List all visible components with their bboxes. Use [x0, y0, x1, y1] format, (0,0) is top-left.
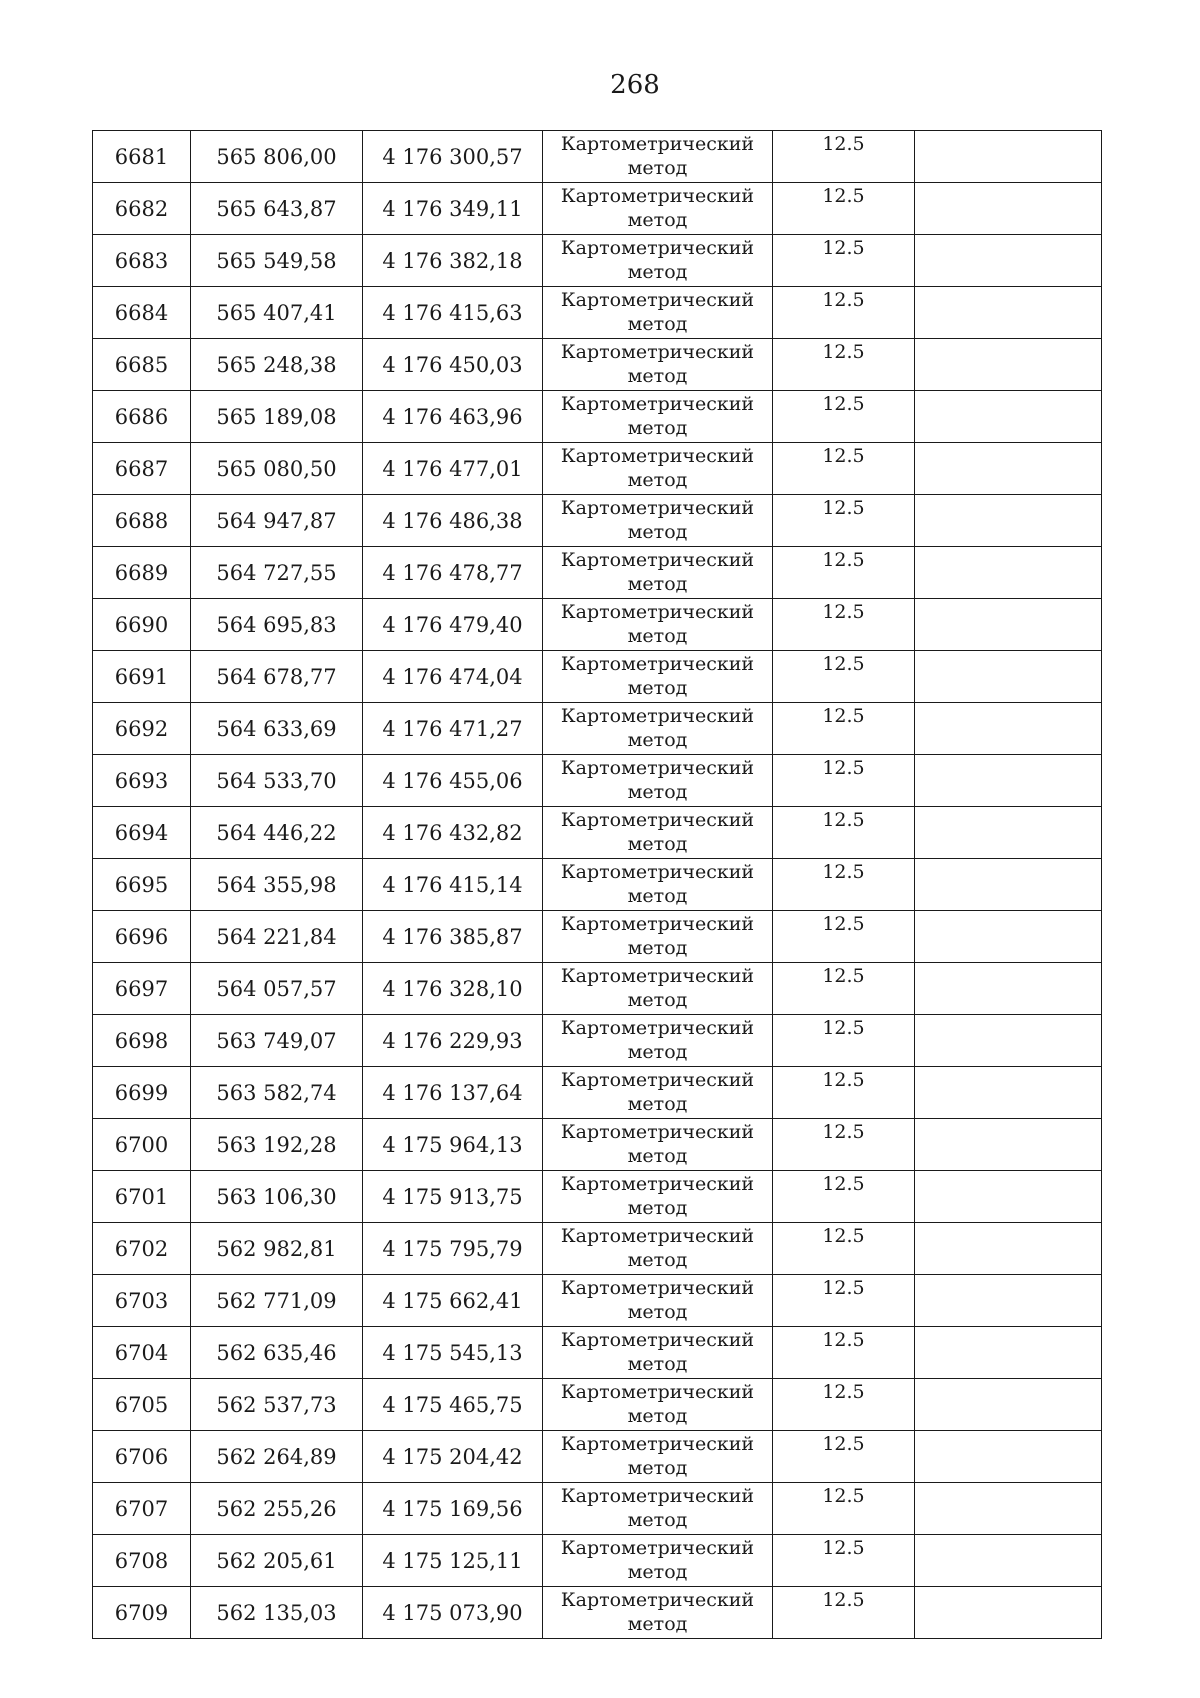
point-number-cell: 6694	[93, 807, 191, 859]
accuracy-cell: 12.5	[773, 1431, 915, 1483]
accuracy-cell: 12.5	[773, 391, 915, 443]
accuracy-cell: 12.5	[773, 911, 915, 963]
point-number-cell: 6684	[93, 287, 191, 339]
method-line-1: Картометрический	[560, 809, 755, 831]
y-coordinate-cell: 4 176 328,10	[363, 963, 543, 1015]
point-number-cell: 6696	[93, 911, 191, 963]
point-number-cell: 6689	[93, 547, 191, 599]
method-line-1: Картометрический	[560, 1329, 755, 1351]
method-line-1: Картометрический	[560, 393, 755, 415]
table-row	[93, 1535, 1102, 1587]
x-coordinate-cell: 565 407,41	[191, 287, 363, 339]
empty-cell	[915, 703, 1102, 755]
method-line-1: Картометрический	[560, 1225, 755, 1247]
method-line-2: метод	[627, 729, 688, 751]
y-coordinate-cell: 4 176 455,06	[363, 755, 543, 807]
method-cell	[543, 1067, 773, 1119]
accuracy-cell: 12.5	[773, 1379, 915, 1431]
accuracy-cell: 12.5	[773, 235, 915, 287]
x-coordinate-cell: 564 727,55	[191, 547, 363, 599]
y-coordinate-cell: 4 175 662,41	[363, 1275, 543, 1327]
point-number-cell: 6704	[93, 1327, 191, 1379]
method-cell	[543, 1015, 773, 1067]
point-number-cell: 6681	[93, 131, 191, 183]
table-row	[93, 339, 1102, 391]
accuracy-cell: 12.5	[773, 443, 915, 495]
table-row	[93, 1327, 1102, 1379]
accuracy-cell: 12.5	[773, 1587, 915, 1639]
y-coordinate-cell: 4 176 478,77	[363, 547, 543, 599]
x-coordinate-cell: 564 633,69	[191, 703, 363, 755]
method-line-1: Картометрический	[560, 1017, 755, 1039]
method-line-2: метод	[627, 469, 688, 491]
table-row	[93, 235, 1102, 287]
empty-cell	[915, 495, 1102, 547]
point-number-cell: 6695	[93, 859, 191, 911]
y-coordinate-cell: 4 175 795,79	[363, 1223, 543, 1275]
y-coordinate-cell: 4 176 463,96	[363, 391, 543, 443]
table-row	[93, 859, 1102, 911]
point-number-cell: 6691	[93, 651, 191, 703]
x-coordinate-cell: 562 205,61	[191, 1535, 363, 1587]
empty-cell	[915, 287, 1102, 339]
method-line-1: Картометрический	[560, 1121, 755, 1143]
y-coordinate-cell: 4 176 349,11	[363, 183, 543, 235]
point-number-cell: 6705	[93, 1379, 191, 1431]
point-number-cell: 6698	[93, 1015, 191, 1067]
table-row	[93, 1483, 1102, 1535]
y-coordinate-cell: 4 176 479,40	[363, 599, 543, 651]
method-cell	[543, 1587, 773, 1639]
method-line-1: Картометрический	[560, 1537, 755, 1559]
y-coordinate-cell: 4 176 382,18	[363, 235, 543, 287]
point-number-cell: 6686	[93, 391, 191, 443]
method-line-1: Картометрический	[560, 289, 755, 311]
method-line-1: Картометрический	[560, 757, 755, 779]
method-line-1: Картометрический	[560, 133, 755, 155]
accuracy-cell: 12.5	[773, 339, 915, 391]
method-cell	[543, 859, 773, 911]
empty-cell	[915, 1379, 1102, 1431]
accuracy-cell: 12.5	[773, 963, 915, 1015]
table-row	[93, 911, 1102, 963]
method-line-1: Картометрический	[560, 497, 755, 519]
accuracy-cell: 12.5	[773, 183, 915, 235]
method-line-1: Картометрический	[560, 1173, 755, 1195]
method-line-1: Картометрический	[560, 549, 755, 571]
method-cell	[543, 651, 773, 703]
method-line-1: Картометрический	[560, 237, 755, 259]
y-coordinate-cell: 4 176 415,63	[363, 287, 543, 339]
empty-cell	[915, 443, 1102, 495]
x-coordinate-cell: 564 221,84	[191, 911, 363, 963]
point-number-cell: 6700	[93, 1119, 191, 1171]
y-coordinate-cell: 4 175 204,42	[363, 1431, 543, 1483]
accuracy-cell: 12.5	[773, 1015, 915, 1067]
method-line-1: Картометрический	[560, 1277, 755, 1299]
x-coordinate-cell: 562 255,26	[191, 1483, 363, 1535]
page-number: 268	[610, 70, 660, 100]
y-coordinate-cell: 4 176 415,14	[363, 859, 543, 911]
point-number-cell: 6703	[93, 1275, 191, 1327]
method-line-1: Картометрический	[560, 1485, 755, 1507]
accuracy-cell: 12.5	[773, 1067, 915, 1119]
y-coordinate-cell: 4 175 913,75	[363, 1171, 543, 1223]
method-line-1: Картометрический	[560, 1381, 755, 1403]
x-coordinate-cell: 564 355,98	[191, 859, 363, 911]
table-row	[93, 1171, 1102, 1223]
empty-cell	[915, 1327, 1102, 1379]
point-number-cell: 6708	[93, 1535, 191, 1587]
table-row	[93, 495, 1102, 547]
method-cell	[543, 391, 773, 443]
method-line-2: метод	[627, 1145, 688, 1167]
table-row	[93, 807, 1102, 859]
y-coordinate-cell: 4 175 465,75	[363, 1379, 543, 1431]
point-number-cell: 6702	[93, 1223, 191, 1275]
method-line-1: Картометрический	[560, 341, 755, 363]
method-line-1: Картометрический	[560, 861, 755, 883]
method-line-2: метод	[627, 1301, 688, 1323]
x-coordinate-cell: 563 106,30	[191, 1171, 363, 1223]
point-number-cell: 6685	[93, 339, 191, 391]
table-row	[93, 183, 1102, 235]
method-line-1: Картометрический	[560, 1589, 755, 1611]
method-cell	[543, 1535, 773, 1587]
table-row	[93, 1379, 1102, 1431]
method-cell	[543, 1171, 773, 1223]
empty-cell	[915, 131, 1102, 183]
accuracy-cell: 12.5	[773, 547, 915, 599]
point-number-cell: 6692	[93, 703, 191, 755]
point-number-cell: 6693	[93, 755, 191, 807]
y-coordinate-cell: 4 176 477,01	[363, 443, 543, 495]
table-row	[93, 1015, 1102, 1067]
accuracy-cell: 12.5	[773, 1223, 915, 1275]
empty-cell	[915, 807, 1102, 859]
empty-cell	[915, 547, 1102, 599]
method-line-2: метод	[627, 833, 688, 855]
method-line-1: Картометрический	[560, 913, 755, 935]
empty-cell	[915, 1119, 1102, 1171]
method-line-2: метод	[627, 781, 688, 803]
method-cell	[543, 599, 773, 651]
method-cell	[543, 963, 773, 1015]
table-row	[93, 1431, 1102, 1483]
method-line-2: метод	[627, 1041, 688, 1063]
x-coordinate-cell: 565 806,00	[191, 131, 363, 183]
point-number-cell: 6706	[93, 1431, 191, 1483]
empty-cell	[915, 599, 1102, 651]
x-coordinate-cell: 564 533,70	[191, 755, 363, 807]
empty-cell	[915, 1535, 1102, 1587]
method-cell	[543, 1483, 773, 1535]
y-coordinate-cell: 4 176 432,82	[363, 807, 543, 859]
point-number-cell: 6682	[93, 183, 191, 235]
method-line-2: метод	[627, 677, 688, 699]
empty-cell	[915, 911, 1102, 963]
x-coordinate-cell: 563 749,07	[191, 1015, 363, 1067]
method-line-2: метод	[627, 1457, 688, 1479]
y-coordinate-cell: 4 176 474,04	[363, 651, 543, 703]
point-number-cell: 6709	[93, 1587, 191, 1639]
empty-cell	[915, 651, 1102, 703]
accuracy-cell: 12.5	[773, 1171, 915, 1223]
table-row	[93, 599, 1102, 651]
y-coordinate-cell: 4 175 169,56	[363, 1483, 543, 1535]
x-coordinate-cell: 564 057,57	[191, 963, 363, 1015]
x-coordinate-cell: 562 264,89	[191, 1431, 363, 1483]
method-line-1: Картометрический	[560, 185, 755, 207]
x-coordinate-cell: 562 135,03	[191, 1587, 363, 1639]
accuracy-cell: 12.5	[773, 703, 915, 755]
method-cell	[543, 287, 773, 339]
accuracy-cell: 12.5	[773, 651, 915, 703]
x-coordinate-cell: 565 643,87	[191, 183, 363, 235]
table-row	[93, 131, 1102, 183]
accuracy-cell: 12.5	[773, 807, 915, 859]
x-coordinate-cell: 565 189,08	[191, 391, 363, 443]
method-cell	[543, 1431, 773, 1483]
method-cell	[543, 1223, 773, 1275]
y-coordinate-cell: 4 176 450,03	[363, 339, 543, 391]
method-line-2: метод	[627, 1613, 688, 1635]
point-number-cell: 6683	[93, 235, 191, 287]
y-coordinate-cell: 4 176 471,27	[363, 703, 543, 755]
point-number-cell: 6697	[93, 963, 191, 1015]
table-row	[93, 963, 1102, 1015]
method-line-2: метод	[627, 1405, 688, 1427]
method-line-1: Картометрический	[560, 1433, 755, 1455]
table-row	[93, 1067, 1102, 1119]
table-row	[93, 547, 1102, 599]
y-coordinate-cell: 4 176 300,57	[363, 131, 543, 183]
empty-cell	[915, 235, 1102, 287]
method-cell	[543, 183, 773, 235]
method-line-2: метод	[627, 573, 688, 595]
method-cell	[543, 495, 773, 547]
empty-cell	[915, 1275, 1102, 1327]
empty-cell	[915, 1067, 1102, 1119]
empty-cell	[915, 1431, 1102, 1483]
empty-cell	[915, 1171, 1102, 1223]
accuracy-cell: 12.5	[773, 599, 915, 651]
method-line-2: метод	[627, 157, 688, 179]
method-cell	[543, 131, 773, 183]
method-line-1: Картометрический	[560, 445, 755, 467]
empty-cell	[915, 391, 1102, 443]
empty-cell	[915, 755, 1102, 807]
y-coordinate-cell: 4 175 964,13	[363, 1119, 543, 1171]
table-row	[93, 703, 1102, 755]
method-line-1: Картометрический	[560, 705, 755, 727]
empty-cell	[915, 963, 1102, 1015]
point-number-cell: 6699	[93, 1067, 191, 1119]
method-line-2: метод	[627, 1561, 688, 1583]
accuracy-cell: 12.5	[773, 495, 915, 547]
y-coordinate-cell: 4 176 137,64	[363, 1067, 543, 1119]
method-line-2: метод	[627, 1249, 688, 1271]
method-line-2: метод	[627, 521, 688, 543]
y-coordinate-cell: 4 175 073,90	[363, 1587, 543, 1639]
method-line-1: Картометрический	[560, 601, 755, 623]
method-line-1: Картометрический	[560, 1069, 755, 1091]
empty-cell	[915, 183, 1102, 235]
x-coordinate-cell: 562 982,81	[191, 1223, 363, 1275]
y-coordinate-cell: 4 176 229,93	[363, 1015, 543, 1067]
method-line-2: метод	[627, 625, 688, 647]
y-coordinate-cell: 4 175 545,13	[363, 1327, 543, 1379]
empty-cell	[915, 1015, 1102, 1067]
accuracy-cell: 12.5	[773, 1275, 915, 1327]
method-cell	[543, 911, 773, 963]
accuracy-cell: 12.5	[773, 287, 915, 339]
accuracy-cell: 12.5	[773, 859, 915, 911]
empty-cell	[915, 339, 1102, 391]
point-number-cell: 6688	[93, 495, 191, 547]
empty-cell	[915, 1483, 1102, 1535]
table-row	[93, 443, 1102, 495]
method-cell	[543, 1379, 773, 1431]
accuracy-cell: 12.5	[773, 1535, 915, 1587]
method-line-2: метод	[627, 1353, 688, 1375]
table-row	[93, 755, 1102, 807]
table-row	[93, 1223, 1102, 1275]
x-coordinate-cell: 565 549,58	[191, 235, 363, 287]
method-line-2: метод	[627, 261, 688, 283]
y-coordinate-cell: 4 176 385,87	[363, 911, 543, 963]
table-row	[93, 287, 1102, 339]
method-cell	[543, 443, 773, 495]
method-line-2: метод	[627, 209, 688, 231]
method-cell	[543, 807, 773, 859]
method-line-2: метод	[627, 1093, 688, 1115]
empty-cell	[915, 1587, 1102, 1639]
coordinates-table-body	[93, 131, 1102, 1639]
method-line-2: метод	[627, 313, 688, 335]
x-coordinate-cell: 565 080,50	[191, 443, 363, 495]
point-number-cell: 6690	[93, 599, 191, 651]
table-row	[93, 1119, 1102, 1171]
method-line-2: метод	[627, 417, 688, 439]
accuracy-cell: 12.5	[773, 1327, 915, 1379]
accuracy-cell: 12.5	[773, 1119, 915, 1171]
method-cell	[543, 1275, 773, 1327]
x-coordinate-cell: 562 635,46	[191, 1327, 363, 1379]
method-line-2: метод	[627, 1197, 688, 1219]
method-cell	[543, 235, 773, 287]
accuracy-cell: 12.5	[773, 755, 915, 807]
empty-cell	[915, 859, 1102, 911]
coordinates-table	[92, 130, 1102, 1639]
x-coordinate-cell: 564 695,83	[191, 599, 363, 651]
point-number-cell: 6687	[93, 443, 191, 495]
method-cell	[543, 339, 773, 391]
table-row	[93, 1275, 1102, 1327]
x-coordinate-cell: 563 582,74	[191, 1067, 363, 1119]
table-row	[93, 651, 1102, 703]
method-line-2: метод	[627, 365, 688, 387]
x-coordinate-cell: 562 537,73	[191, 1379, 363, 1431]
x-coordinate-cell: 565 248,38	[191, 339, 363, 391]
method-line-2: метод	[627, 885, 688, 907]
method-cell	[543, 1119, 773, 1171]
method-line-1: Картометрический	[560, 653, 755, 675]
method-cell	[543, 703, 773, 755]
method-cell	[543, 547, 773, 599]
table-row	[93, 391, 1102, 443]
method-line-2: метод	[627, 937, 688, 959]
method-cell	[543, 755, 773, 807]
x-coordinate-cell: 564 947,87	[191, 495, 363, 547]
y-coordinate-cell: 4 176 486,38	[363, 495, 543, 547]
y-coordinate-cell: 4 175 125,11	[363, 1535, 543, 1587]
x-coordinate-cell: 562 771,09	[191, 1275, 363, 1327]
accuracy-cell: 12.5	[773, 1483, 915, 1535]
method-cell	[543, 1327, 773, 1379]
accuracy-cell: 12.5	[773, 131, 915, 183]
method-line-1: Картометрический	[560, 965, 755, 987]
point-number-cell: 6701	[93, 1171, 191, 1223]
x-coordinate-cell: 564 446,22	[191, 807, 363, 859]
x-coordinate-cell: 563 192,28	[191, 1119, 363, 1171]
x-coordinate-cell: 564 678,77	[191, 651, 363, 703]
table-row	[93, 1587, 1102, 1639]
empty-cell	[915, 1223, 1102, 1275]
method-line-2: метод	[627, 989, 688, 1011]
method-line-2: метод	[627, 1509, 688, 1531]
point-number-cell: 6707	[93, 1483, 191, 1535]
